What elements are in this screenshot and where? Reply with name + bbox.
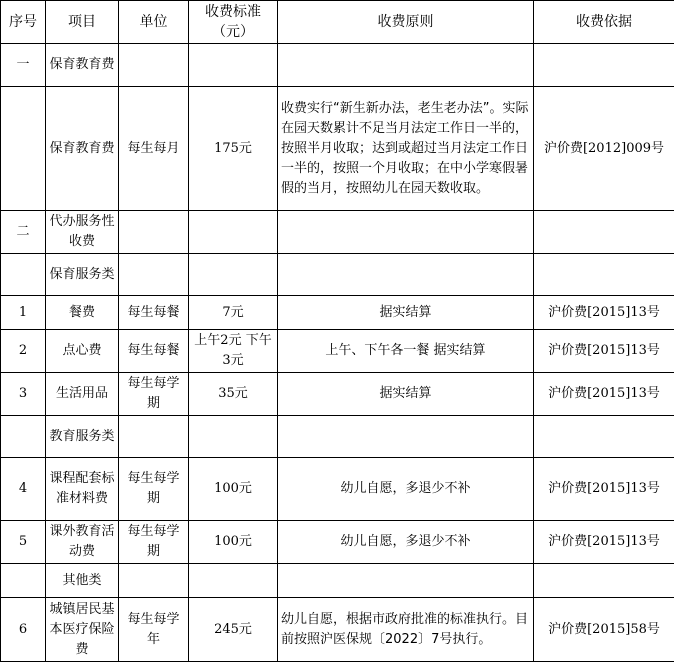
cell-item: 保育教育费 [46, 87, 119, 211]
cell-unit [119, 564, 189, 598]
cell-unit: 每生每餐 [119, 296, 189, 330]
header-row [1, 1, 674, 44]
cell-seq: 一 [1, 44, 46, 87]
table-row [1, 521, 674, 564]
cell-seq: 6 [1, 598, 46, 662]
cell-unit [119, 211, 189, 254]
cell-seq [1, 564, 46, 598]
cell-principle: 幼儿自愿，多退少不补 [278, 458, 534, 521]
header-item: 项目 [46, 1, 119, 44]
table-row [1, 458, 674, 521]
cell-item: 保育教育费 [46, 44, 119, 87]
cell-standard: 7元 [189, 296, 278, 330]
header-unit: 单位 [119, 1, 189, 44]
cell-basis [534, 254, 674, 296]
cell-standard [189, 44, 278, 87]
cell-principle [278, 44, 534, 87]
table-row [1, 44, 674, 87]
cell-principle [278, 564, 534, 598]
cell-unit [119, 254, 189, 296]
header-principle: 收费原则 [278, 1, 534, 44]
cell-standard [189, 254, 278, 296]
cell-unit [119, 416, 189, 458]
cell-standard [189, 564, 278, 598]
cell-unit: 每生每月 [119, 87, 189, 211]
cell-basis: 沪价费[2015]13号 [534, 458, 674, 521]
cell-item: 课程配套标准材料费 [46, 458, 119, 521]
cell-item: 点心费 [46, 330, 119, 373]
cell-principle: 据实结算 [278, 373, 534, 416]
table-row [1, 598, 674, 662]
cell-item: 教育服务类 [46, 416, 119, 458]
cell-standard: 100元 [189, 521, 278, 564]
cell-basis: 沪价费[2015]13号 [534, 521, 674, 564]
table-row [1, 87, 674, 211]
cell-principle: 幼儿自愿，多退少不补 [278, 521, 534, 564]
cell-unit [119, 44, 189, 87]
cell-basis [534, 211, 674, 254]
cell-standard: 上午2元 下午3元 [189, 330, 278, 373]
cell-seq: 5 [1, 521, 46, 564]
cell-principle [278, 254, 534, 296]
table-row [1, 564, 674, 598]
cell-unit: 每生每学期 [119, 521, 189, 564]
cell-seq: 3 [1, 373, 46, 416]
cell-principle: 上午、下午各一餐 据实结算 [278, 330, 534, 373]
table-row [1, 373, 674, 416]
cell-seq: 二 [1, 211, 46, 254]
cell-principle: 幼儿自愿，根据市政府批准的标准执行。目前按照沪医保规〔2022〕7号执行。 [278, 598, 534, 662]
cell-seq: 1 [1, 296, 46, 330]
cell-principle: 据实结算 [278, 296, 534, 330]
cell-seq: 4 [1, 458, 46, 521]
header-seq: 序号 [1, 1, 46, 44]
cell-item: 城镇居民基本医疗保险费 [46, 598, 119, 662]
cell-standard [189, 211, 278, 254]
cell-item: 代办服务性收费 [46, 211, 119, 254]
table-row [1, 211, 674, 254]
cell-standard: 175元 [189, 87, 278, 211]
cell-unit: 每生每学期 [119, 458, 189, 521]
cell-basis [534, 564, 674, 598]
cell-item: 课外教育活动费 [46, 521, 119, 564]
table-row [1, 296, 674, 330]
table-row [1, 416, 674, 458]
header-standard: 收费标准（元） [189, 1, 278, 44]
cell-principle: 收费实行“新生新办法，老生老办法”。实际在园天数累计不足当月法定工作日一半的，按照半月收取；达到或超过当月法定工作日一半的，按照一个月收取；在中小学寒假暑假的当月，按照幼儿在园天数收取。 [278, 87, 534, 211]
cell-basis [534, 44, 674, 87]
cell-item: 餐费 [46, 296, 119, 330]
cell-unit: 每生每学年 [119, 598, 189, 662]
header-basis: 收费依据 [534, 1, 674, 44]
cell-basis: 沪价费[2015]13号 [534, 330, 674, 373]
table-row [1, 330, 674, 373]
cell-item: 生活用品 [46, 373, 119, 416]
cell-standard: 35元 [189, 373, 278, 416]
cell-item: 保育服务类 [46, 254, 119, 296]
cell-principle [278, 211, 534, 254]
cell-basis: 沪价费[2015]58号 [534, 598, 674, 662]
cell-basis: 沪价费[2015]13号 [534, 373, 674, 416]
cell-standard: 100元 [189, 458, 278, 521]
cell-basis: 沪价费[2012]009号 [534, 87, 674, 211]
cell-basis [534, 416, 674, 458]
cell-basis: 沪价费[2015]13号 [534, 296, 674, 330]
cell-standard: 245元 [189, 598, 278, 662]
cell-unit: 每生每餐 [119, 330, 189, 373]
cell-unit: 每生每学期 [119, 373, 189, 416]
table-row [1, 254, 674, 296]
cell-seq: 2 [1, 330, 46, 373]
cell-seq [1, 87, 46, 211]
cell-standard [189, 416, 278, 458]
cell-item: 其他类 [46, 564, 119, 598]
cell-seq [1, 416, 46, 458]
cell-principle [278, 416, 534, 458]
cell-seq [1, 254, 46, 296]
